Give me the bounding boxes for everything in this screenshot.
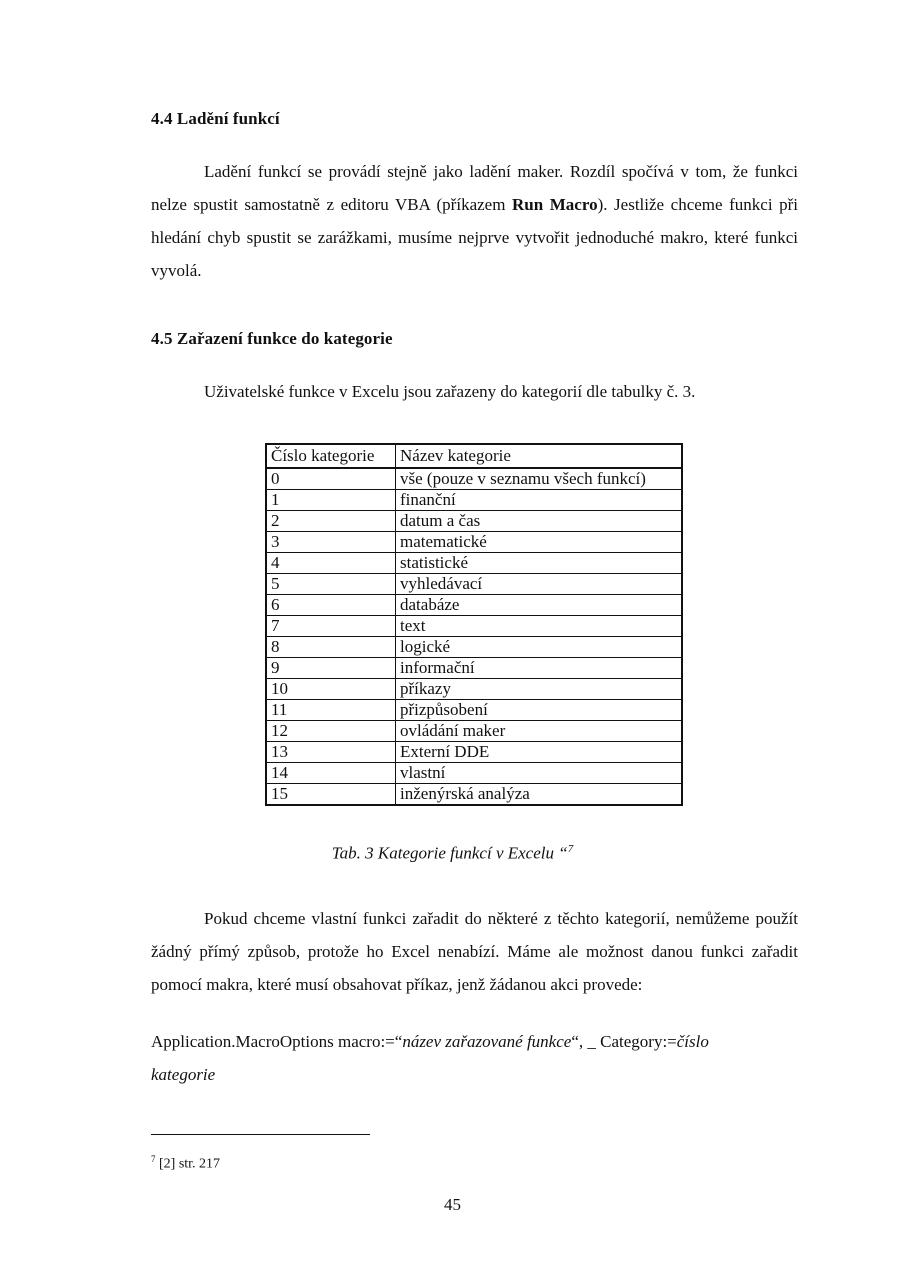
paragraph-text-part2: ). Jestliže chceme funkci při hledání chyb spustit se zarážkami, musíme nejprve vytvořit jednoduché makro, které funkci vyvolá. xyxy=(151,195,798,280)
category-number-cell: 13 xyxy=(266,742,396,763)
category-table xyxy=(265,443,683,806)
category-number-cell: 0 xyxy=(266,468,396,490)
table-row xyxy=(266,700,682,721)
category-number-cell: 7 xyxy=(266,616,396,637)
macro-code-line-2 xyxy=(151,1065,215,1085)
paragraph-after-text: Pokud chceme vlastní funkci zařadit do některé z těchto kategorií, nemůžeme použít žádný přímý způsob, protože ho Excel nenabízí. Máme ale možnost danou funkci zařadit pomocí makra, které musí obsahovat příkaz, jenž žádanou akci provede: xyxy=(151,909,798,994)
paragraph-after-table xyxy=(151,902,798,1001)
table-row xyxy=(266,616,682,637)
category-name-cell: vlastní xyxy=(396,763,683,784)
section-heading-4-4: 4.4 Ladění funkcí xyxy=(151,109,280,128)
category-number-cell: 14 xyxy=(266,763,396,784)
category-number-cell: 15 xyxy=(266,784,396,806)
category-number-cell: 4 xyxy=(266,553,396,574)
category-name-cell: vše (pouze v seznamu všech funkcí) xyxy=(396,468,683,490)
table-body xyxy=(266,468,682,805)
caption-footnote-ref: 7 xyxy=(567,843,574,855)
category-number-cell: 3 xyxy=(266,532,396,553)
table-row xyxy=(266,511,682,532)
table-caption xyxy=(0,843,905,864)
category-number-cell: 6 xyxy=(266,595,396,616)
footnote-separator xyxy=(151,1134,370,1135)
category-name-cell: logické xyxy=(396,637,683,658)
category-number-cell: 8 xyxy=(266,637,396,658)
category-name-cell: text xyxy=(396,616,683,637)
category-name-cell: finanční xyxy=(396,490,683,511)
table-row xyxy=(266,490,682,511)
table-row xyxy=(266,742,682,763)
category-number-cell: 11 xyxy=(266,700,396,721)
category-number-cell: 2 xyxy=(266,511,396,532)
table-row xyxy=(266,679,682,700)
code-line2: kategorie xyxy=(151,1065,216,1084)
category-name-cell: informační xyxy=(396,658,683,679)
table-row xyxy=(266,553,682,574)
footnote-number: 7 xyxy=(151,1154,156,1164)
intro-text: Uživatelské funkce v Excelu jsou zařazeny do kategorií dle tabulky č. 3. xyxy=(204,382,696,401)
category-number-cell: 10 xyxy=(266,679,396,700)
code-part3: “, _ Category:= xyxy=(571,1032,677,1051)
category-number-cell: 12 xyxy=(266,721,396,742)
footnote-text: [2] str. 217 xyxy=(155,1156,221,1172)
table-header-row xyxy=(266,444,682,468)
header-cislo-kategorie: Číslo kategorie xyxy=(266,444,396,468)
category-number-cell: 9 xyxy=(266,658,396,679)
category-name-cell: Externí DDE xyxy=(396,742,683,763)
table-row xyxy=(266,574,682,595)
page-number: 45 xyxy=(444,1195,461,1214)
code-part2: název zařazované funkce xyxy=(402,1032,572,1051)
paragraph-ladeni-funkci xyxy=(151,155,798,287)
run-macro-bold: Run Macro xyxy=(512,195,598,214)
category-name-cell: přizpůsobení xyxy=(396,700,683,721)
category-name-cell: vyhledávací xyxy=(396,574,683,595)
category-name-cell: ovládání maker xyxy=(396,721,683,742)
table-row xyxy=(266,468,682,490)
macro-code-line-1 xyxy=(151,1032,709,1052)
category-name-cell: matematické xyxy=(396,532,683,553)
table-row xyxy=(266,784,682,806)
header-nazev-kategorie: Název kategorie xyxy=(396,444,683,468)
table-row xyxy=(266,763,682,784)
table-row xyxy=(266,721,682,742)
category-name-cell: datum a čas xyxy=(396,511,683,532)
section-heading-4-5: 4.5 Zařazení funkce do kategorie xyxy=(151,329,393,348)
paragraph-text-part1: Ladění funkcí se provádí stejně jako ladění maker. Rozdíl spočívá v tom, že funkci nelze spustit samostatně z editoru VBA (příkazem xyxy=(151,162,798,214)
category-name-cell: inženýrská analýza xyxy=(396,784,683,806)
category-name-cell: databáze xyxy=(396,595,683,616)
table-row xyxy=(266,637,682,658)
code-part1: Application.MacroOptions macro:=“ xyxy=(151,1032,403,1051)
category-number-cell: 1 xyxy=(266,490,396,511)
table-row xyxy=(266,595,682,616)
code-part4: číslo xyxy=(676,1032,709,1051)
category-name-cell: statistické xyxy=(396,553,683,574)
table-row xyxy=(266,532,682,553)
caption-text: Tab. 3 Kategorie funkcí v Excelu “ xyxy=(331,843,568,863)
category-name-cell: příkazy xyxy=(396,679,683,700)
category-number-cell: 5 xyxy=(266,574,396,595)
paragraph-intro xyxy=(151,375,798,408)
table-row xyxy=(266,658,682,679)
footnote xyxy=(151,1154,220,1173)
